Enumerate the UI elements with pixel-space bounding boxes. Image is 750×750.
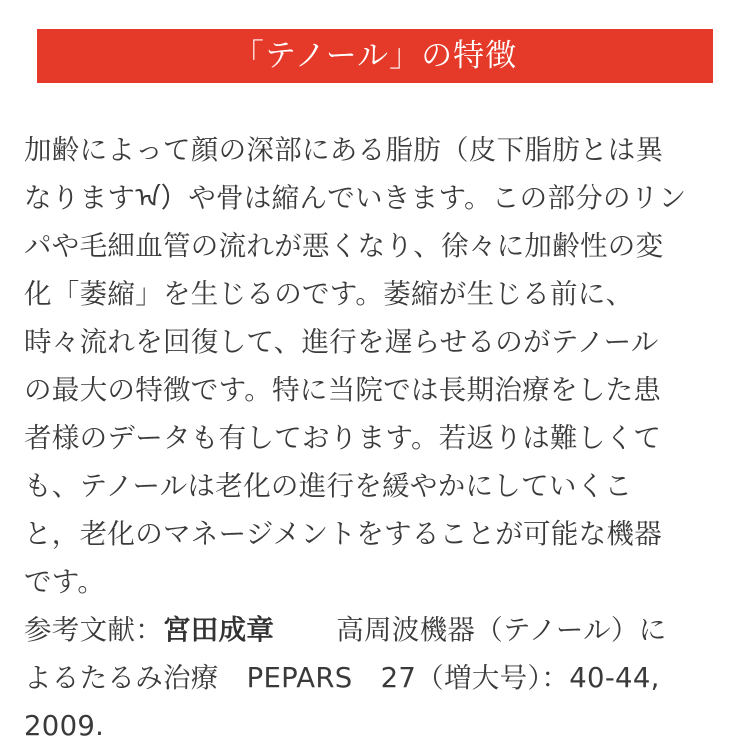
reference-year: 2009.: [24, 710, 105, 742]
reference-label: 参考文献：: [24, 614, 163, 646]
body-line: 者様のデータも有しております。若返りは難しくて: [24, 422, 662, 454]
reference-line-1: [24, 606, 730, 654]
body-line: パや毛細血管の流れが悪くなり、徐々に加齢性の変: [24, 230, 664, 262]
body-line: 時々流れを回復して、進行を遅らせるのがテノール: [24, 326, 659, 358]
body-line: です。: [24, 566, 106, 598]
reference-author: 宮田成章: [163, 614, 275, 646]
reference-volume: 27（増大号）：40-44,: [380, 662, 660, 694]
body-line: の最大の特徴です。特に当院では長期治療をした患: [24, 374, 662, 406]
reference-line-2: [24, 654, 730, 702]
body-line: も、テノールは老化の進行を緩やかにしていくこ: [24, 470, 633, 502]
section-title: 「テノール」の特徴: [37, 29, 713, 83]
body-line: なりますᠠ）や骨は縮んでいきます。この部分のリン: [24, 182, 687, 214]
body-line: 化「萎縮」を生じるのです。萎縮が生じる前に、: [24, 278, 634, 310]
reference-journal: PEPARS: [246, 662, 353, 694]
body-line: と，老化のマネージメントをすることが可能な機器: [24, 518, 663, 550]
reference-title-part1: 高周波機器（テノール）に: [336, 614, 667, 646]
body-line: 加齢によって顔の深部にある脂肪（皮下脂肪とは異: [24, 134, 664, 166]
article-body: [24, 126, 730, 750]
reference-title-part2: よるたるみ治療: [24, 662, 219, 694]
